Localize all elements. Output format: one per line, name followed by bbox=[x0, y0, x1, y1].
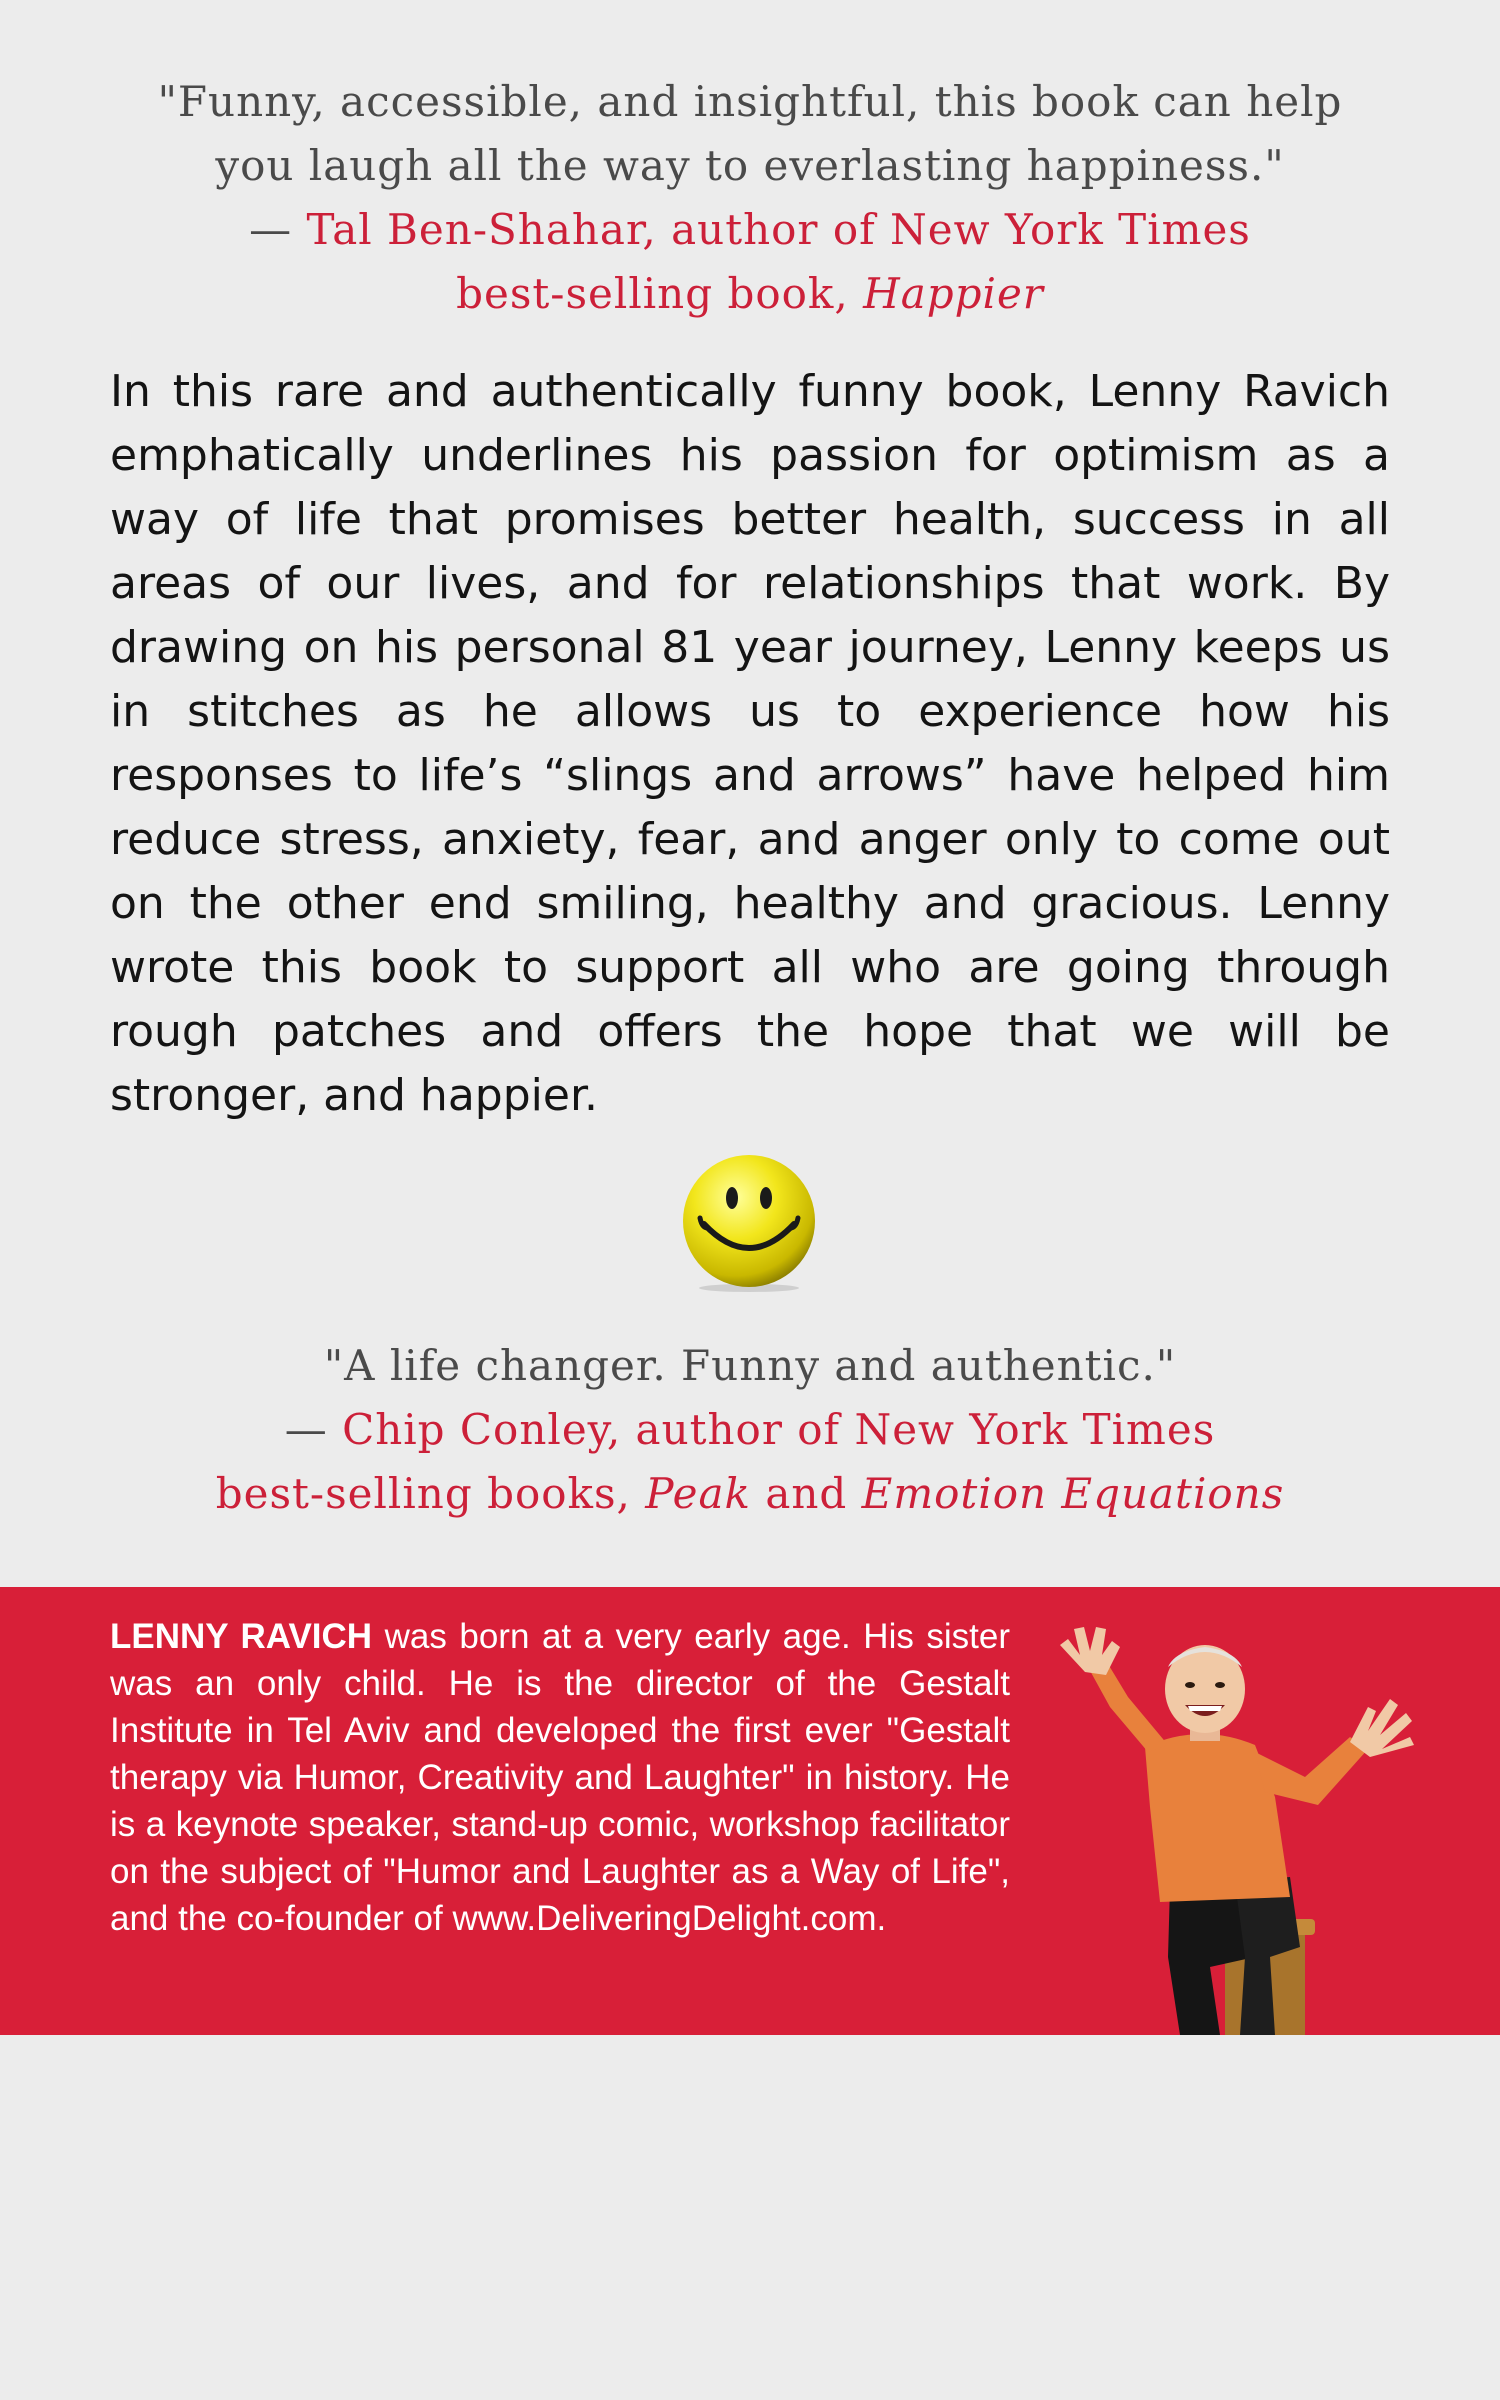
bottom-quote-book-title-1: Peak bbox=[645, 1469, 751, 1518]
top-quote-book-title: Happier bbox=[863, 269, 1044, 318]
bottom-quote-joiner: and bbox=[750, 1469, 862, 1518]
bottom-quote-attribution-line2: best-selling books, bbox=[215, 1469, 646, 1518]
author-bio-band bbox=[0, 1587, 1500, 2035]
top-quote-attribution: Tal Ben-Shahar, author of New York Times best-selling book, bbox=[306, 205, 1251, 318]
author-bio bbox=[110, 1613, 1010, 1942]
author-photo bbox=[1050, 1627, 1420, 2035]
top-quote-attribution-prefix: — bbox=[249, 205, 307, 254]
bottom-endorsement-quote bbox=[0, 1334, 1500, 1526]
author-name: LENNY RAVICH bbox=[110, 1617, 373, 1656]
author-bio-text: was born at a very early age. His sister was an only child. He is the director of the Gestalt Institute in Tel Aviv and developed the first ever "Gestalt therapy via Humor, Creativity and Laughter" in history. He is a keynote speaker, stand-up comic, workshop facilitator on the subject of "Humor and Laughter as a Way of Life", and the co-founder of www.DeliveringDelight.com. bbox=[110, 1617, 1010, 1938]
smiley-face-icon bbox=[680, 1154, 818, 1292]
bottom-quote-attribution: Chip Conley, author of New York Times bbox=[342, 1405, 1216, 1454]
bottom-quote-text: "A life changer. Funny and authentic." bbox=[323, 1341, 1177, 1390]
book-description: In this rare and authentically funny book, Lenny Ravich emphatically underlines his passion for optimism as a way of life that promises better health, success in all areas of our lives, and for relationships that work. By drawing on his personal 81 year journey, Lenny keeps us in stitches as he allows us to experience how his responses to life’s “slings and arrows” have helped him reduce stress, anxiety, fear, and anger only to come out on the other end smiling, healthy and gracious. Lenny wrote this book to support all who are going through rough patches and offers the hope that we will be stronger, and happier. bbox=[110, 366, 1390, 1121]
top-endorsement-quote bbox=[0, 70, 1500, 326]
bottom-quote-attribution-prefix: — bbox=[284, 1405, 343, 1454]
bottom-quote-book-title-2: Emotion Equations bbox=[861, 1469, 1285, 1518]
top-quote-text: "Funny, accessible, and insightful, this book can help you laugh all the way to everlasting happiness." bbox=[157, 77, 1343, 190]
